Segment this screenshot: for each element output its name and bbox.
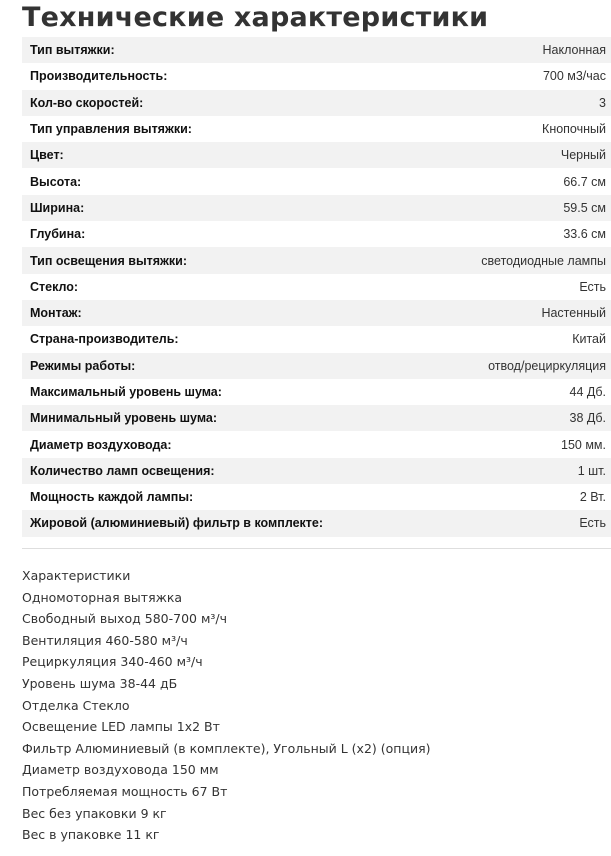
feature-line: Диаметр воздуховода 150 мм [22, 762, 219, 778]
feature-line: Вентиляция 460-580 м³/ч [22, 632, 188, 648]
spec-row [22, 37, 611, 63]
spec-value: 44 Дб. [569, 385, 606, 399]
spec-value: Наклонная [542, 43, 606, 58]
spec-name: Диаметр воздуховода: [30, 437, 172, 452]
feature-line: Освещение LED лампы 1x2 Вт [22, 719, 220, 735]
spec-value: 33.6 см [563, 227, 606, 242]
spec-row [22, 353, 611, 379]
feature-line: Одномоторная вытяжка [22, 589, 183, 605]
spec-value: 59.5 см [563, 200, 606, 215]
spec-name: Монтаж: [30, 306, 82, 321]
spec-row [22, 431, 611, 457]
spec-name: Тип управления вытяжки: [30, 122, 192, 137]
spec-name: Стекло: [30, 279, 79, 294]
spec-value: Есть [579, 516, 606, 531]
spec-name: Режимы работы: [30, 358, 136, 373]
spec-row [22, 116, 611, 142]
features-heading: Характеристики [22, 568, 131, 583]
spec-name: Тип вытяжки: [30, 43, 115, 58]
feature-line: Вес без упаковки 9 кг [22, 805, 167, 821]
spec-row [22, 168, 611, 194]
feature-line: Фильтр Алюминиевый (в комплекте), Угольный L (x2) (опция) [22, 740, 431, 756]
spec-name: Максимальный уровень шума: [30, 385, 222, 399]
feature-line: Уровень шума 38-44 дБ [22, 675, 178, 691]
spec-value: Черный [560, 148, 606, 163]
spec-row [22, 90, 611, 116]
specs-table [22, 37, 611, 537]
spec-row [22, 142, 611, 168]
spec-row [22, 326, 611, 352]
spec-name: Жировой (алюминиевый) фильтр в комплекте: [30, 516, 324, 531]
spec-name: Глубина: [30, 227, 86, 242]
spec-row [22, 510, 611, 536]
spec-row [22, 274, 611, 300]
spec-value: отвод/рециркуляция [488, 358, 606, 373]
spec-row [22, 458, 611, 484]
spec-name: Цвет: [30, 148, 64, 163]
spec-row [22, 247, 611, 273]
spec-name: Ширина: [30, 200, 85, 215]
section-divider [22, 548, 611, 549]
spec-row [22, 221, 611, 247]
spec-name: Минимальный уровень шума: [30, 411, 218, 426]
spec-value: Есть [579, 279, 606, 294]
spec-name: Страна-производитель: [30, 332, 179, 347]
spec-value: 3 [599, 95, 606, 110]
spec-row [22, 405, 611, 431]
spec-name: Производительность: [30, 69, 168, 84]
spec-row [22, 379, 611, 405]
feature-line: Рециркуляция 340-460 м³/ч [22, 654, 203, 670]
feature-line: Отделка Стекло [22, 697, 130, 713]
feature-line: Потребляемая мощность 67 Вт [22, 783, 228, 799]
spec-value: 150 мм. [561, 437, 606, 452]
spec-name: Количество ламп освещения: [30, 463, 215, 478]
spec-value: Китай [572, 332, 606, 347]
spec-name: Высота: [30, 174, 82, 189]
spec-value: Кнопочный [542, 122, 606, 137]
page-title: Технические характеристики [22, 2, 489, 33]
spec-value: 2 Вт. [579, 490, 606, 505]
spec-row [22, 300, 611, 326]
features-list [22, 565, 430, 846]
spec-value: 38 Дб. [569, 411, 606, 426]
feature-line: Свободный выход 580-700 м³/ч [22, 611, 228, 627]
spec-value: 1 шт. [577, 463, 606, 478]
spec-name: Кол-во скоростей: [30, 95, 144, 110]
spec-value: Настенный [541, 306, 606, 321]
spec-value: светодиодные лампы [481, 253, 606, 268]
spec-value: 66.7 см [563, 174, 606, 189]
spec-row [22, 195, 611, 221]
feature-line: Вес в упаковке 11 кг [22, 827, 160, 843]
spec-name: Тип освещения вытяжки: [30, 253, 188, 268]
spec-row [22, 63, 611, 89]
spec-value: 700 м3/час [542, 69, 606, 84]
spec-name: Мощность каждой лампы: [30, 490, 194, 505]
spec-row [22, 484, 611, 510]
